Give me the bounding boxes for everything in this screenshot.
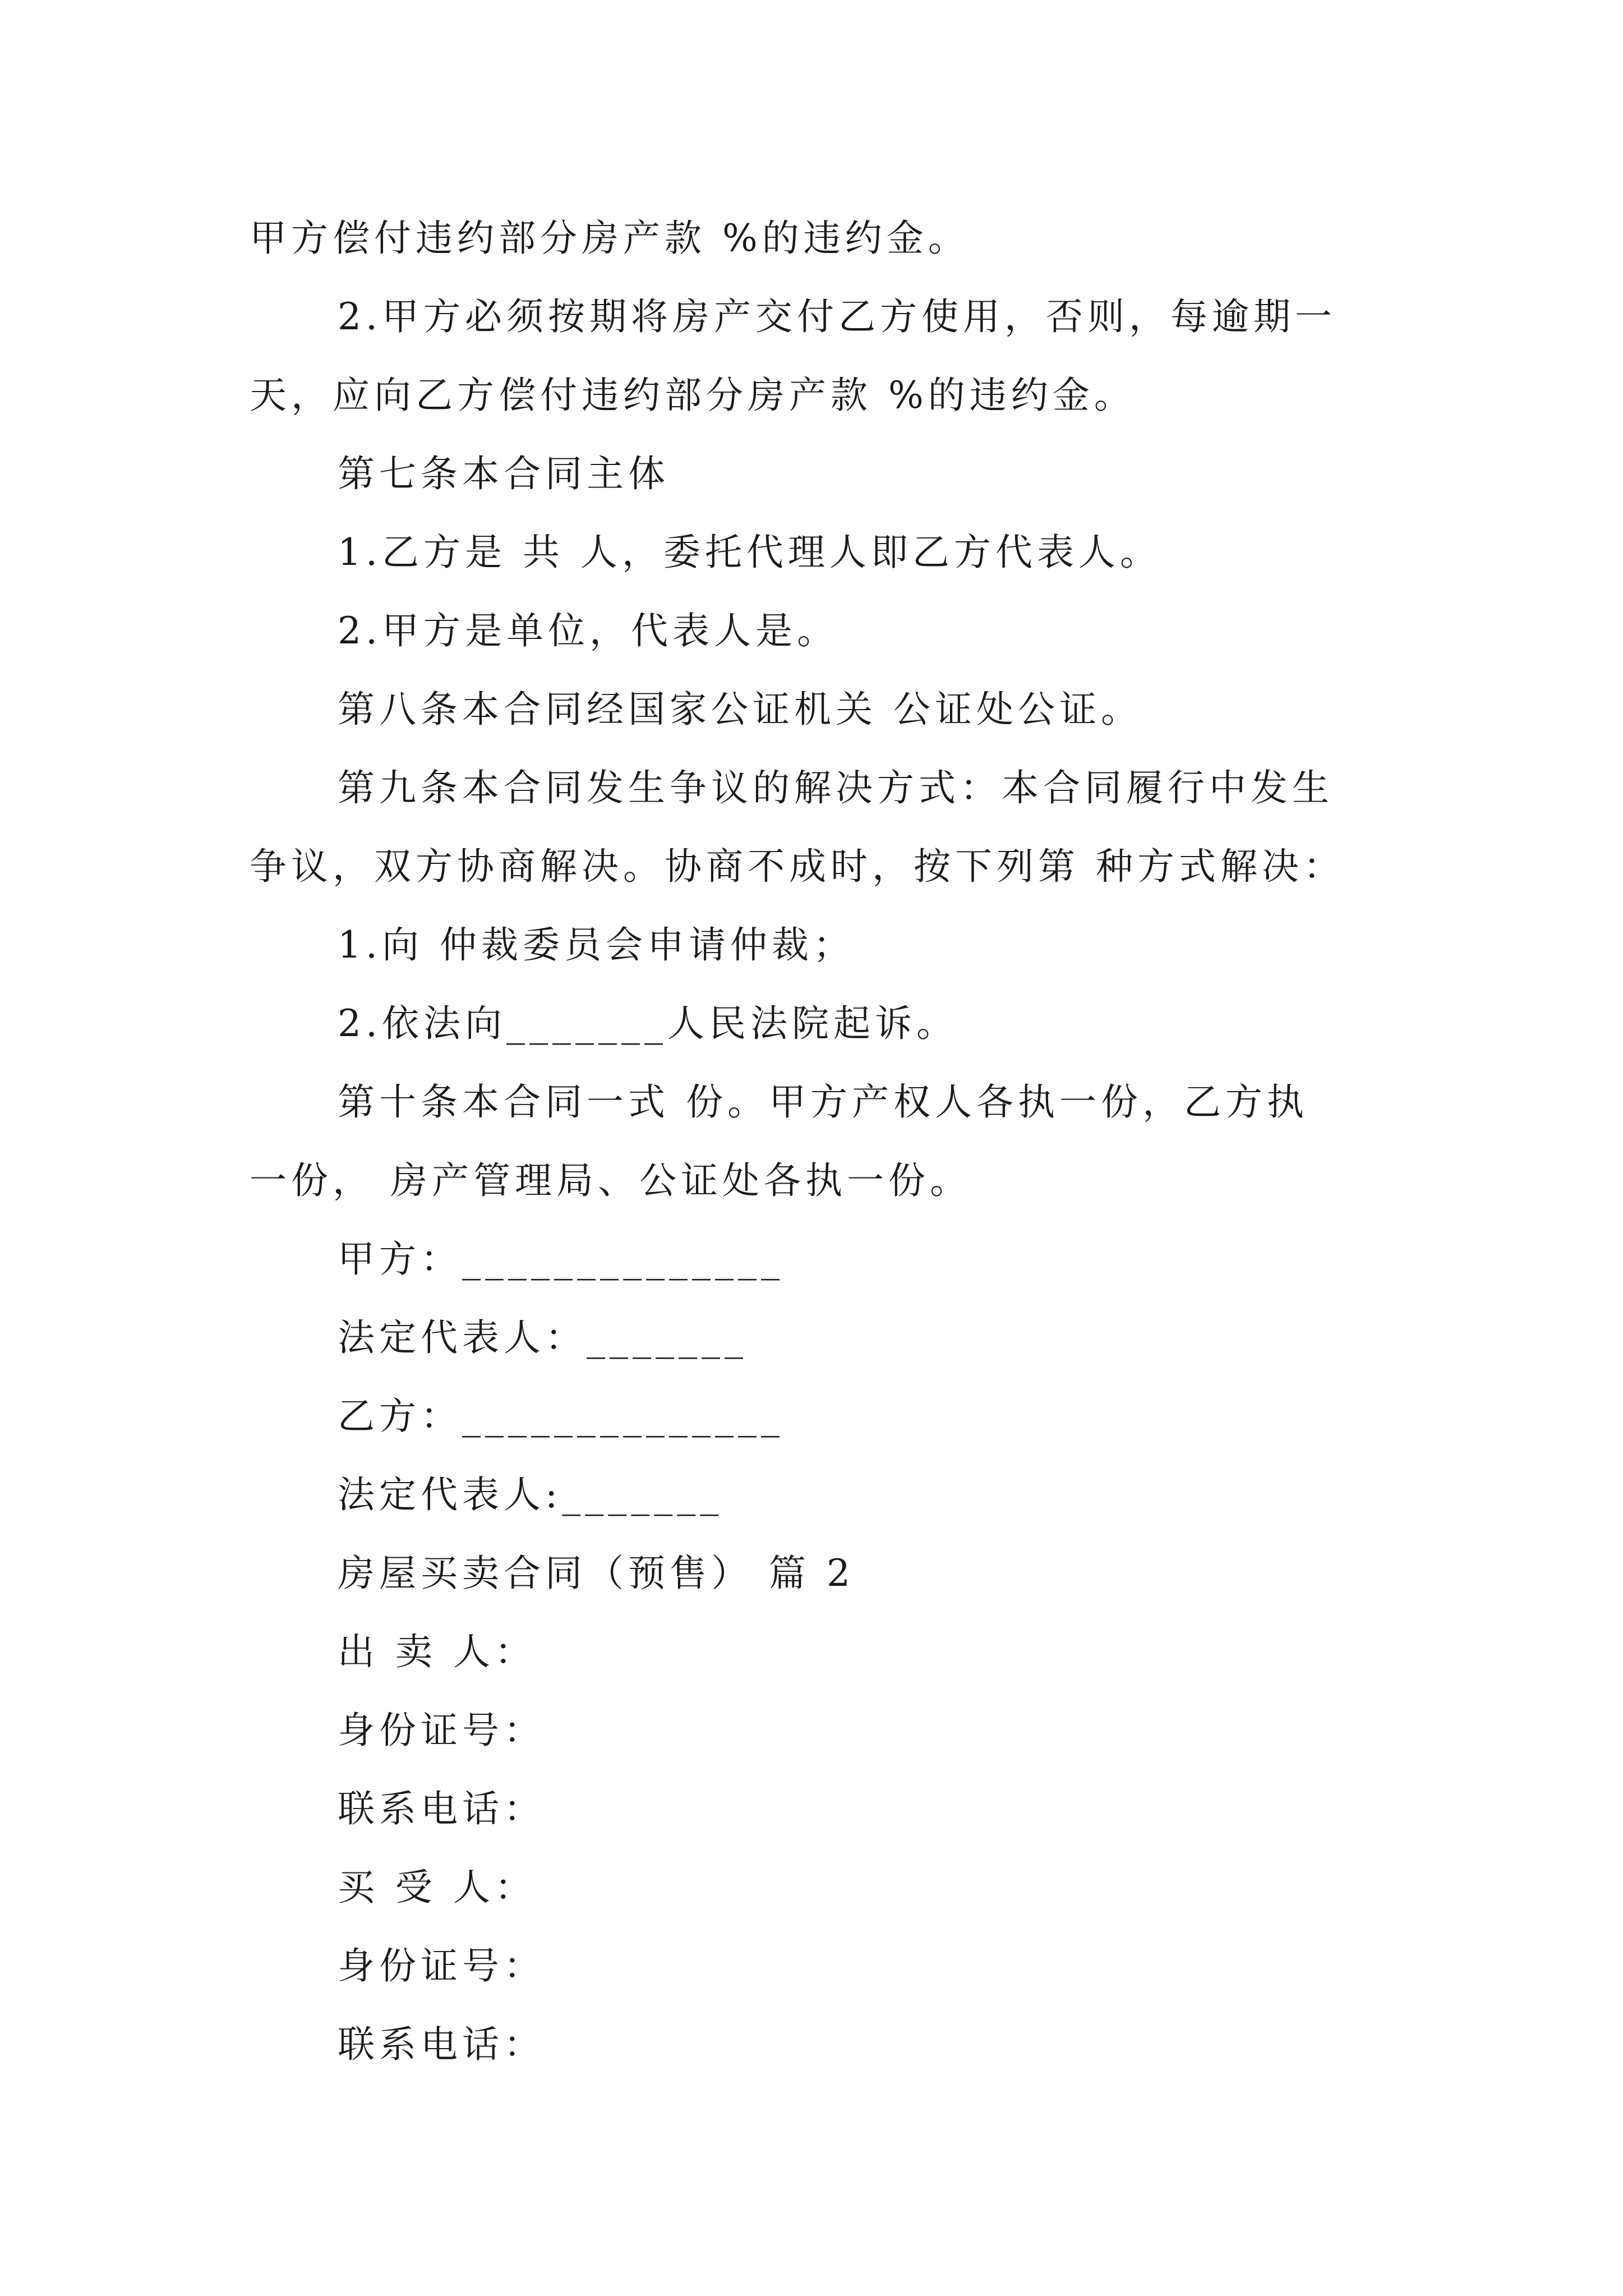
field-buyer-phone: 联系电话： <box>338 2023 545 2066</box>
text-line-litigation: 2.依法向_______人民法院起诉。 <box>338 1002 958 1045</box>
text-line-penalty-continuation: 甲方偿付违约部分房产款 %的违约金。 <box>250 217 970 260</box>
field-seller-id-number: 身份证号： <box>338 1709 545 1752</box>
text-line-party-b-subject: 1.乙方是 共 人，委托代理人即乙方代表人。 <box>338 531 1161 574</box>
article-8-notarization: 第八条本合同经国家公证机关 公证处公证。 <box>338 688 1142 731</box>
text-line-delivery-penalty: 天，应向乙方偿付违约部分房产款 %的违约金。 <box>250 374 1136 417</box>
field-buyer-id-number: 身份证号： <box>338 1944 545 1987</box>
text-line-party-a-subject: 2.甲方是单位，代表人是。 <box>338 609 838 652</box>
article-7-heading: 第七条本合同主体 <box>338 452 670 495</box>
section-title-part-2: 房屋买卖合同（预售） 篇 2 <box>338 1552 855 1595</box>
text-line-arbitration: 1.向 仲裁委员会申请仲裁； <box>338 923 855 967</box>
field-buyer: 买 受 人： <box>338 1866 536 1909</box>
field-seller: 出 卖 人： <box>338 1630 536 1673</box>
text-line-delivery-clause: 2.甲方必须按期将房产交付乙方使用，否则，每逾期一 <box>338 295 1336 338</box>
article-10-copies: 第十条本合同一式 份。甲方产权人各执一份，乙方执 <box>338 1080 1308 1124</box>
signature-party-b: 乙方：______________ <box>338 1395 784 1438</box>
signature-party-b-representative: 法定代表人:_______ <box>338 1473 723 1516</box>
signature-party-a: 甲方：______________ <box>338 1237 784 1281</box>
text-line-copies-continuation: 一份， 房产管理局、公证处各执一份。 <box>250 1159 971 1202</box>
field-seller-phone: 联系电话： <box>338 1787 545 1830</box>
article-9-dispute: 第九条本合同发生争议的解决方式：本合同履行中发生 <box>338 766 1334 809</box>
signature-party-a-representative: 法定代表人：_______ <box>338 1316 748 1359</box>
text-line-dispute-continuation: 争议，双方协商解决。协商不成时，按下列第 种方式解决： <box>250 845 1345 888</box>
